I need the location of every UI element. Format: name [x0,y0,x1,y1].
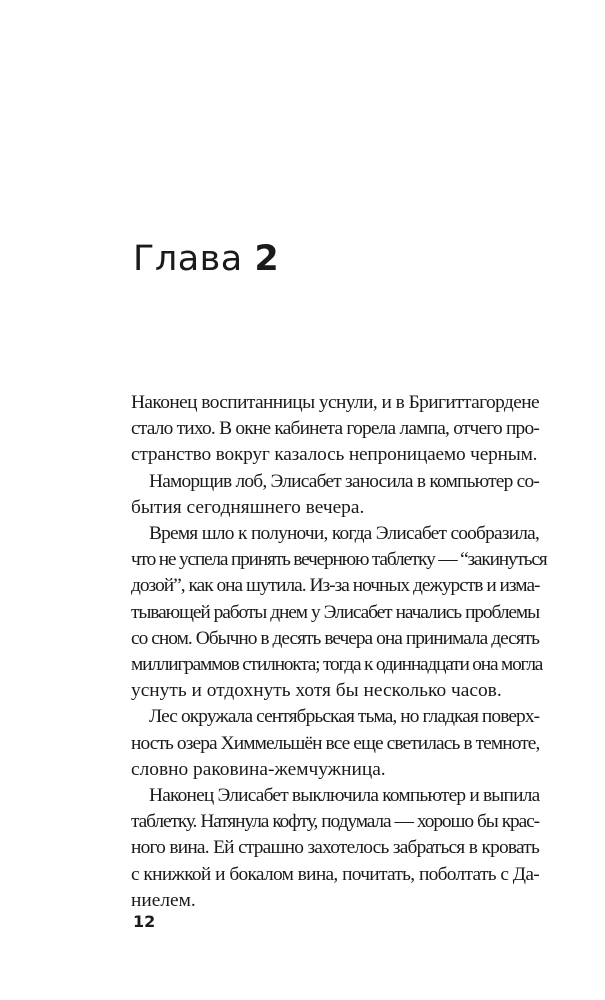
text-line: Наконец Элисабет выключила компьютер и выпила [149,785,540,807]
text-line: ность озера Химмельшён все еще светилась в темноте, [131,732,540,754]
body-text [131,390,547,914]
text-line: со сном. Обычно в десять вечера она принимала десять [131,627,539,649]
text-line: Время шло к полуночи, когда Элисабет сообразила, [149,523,539,545]
chapter-label: Глава [133,239,243,279]
paragraph-5 [131,783,539,914]
text-line: тывающей работы днем у Элисабет начались проблемы [131,601,539,623]
text-line: с книжкой и бокалом вина, почитать, поболтать с Да- [131,863,539,885]
page-number: 12 [133,912,156,931]
text-line: уснуть и отдохнуть хотя бы несколько часов. [131,680,502,702]
text-line: таблетку. Натянула кофту, подумала — хорошо бы крас- [131,811,539,833]
text-line: бытия сегодняшнего вечера. [131,496,365,518]
text-line: Наморщив лоб, Элисабет заносила в компьютер со- [149,470,539,492]
text-line: Лес окружала сентябрьская тьма, но гладкая поверх- [149,706,540,728]
text-line: дозой”, как она шутила. Из-за ночных дежурств и изма- [131,575,540,597]
text-line: что не успела принять вечернюю таблетку — “закинуться [131,549,547,571]
paragraph-1 [131,390,539,469]
chapter-number: 2 [254,239,280,279]
text-line: миллиграммов стилнокта; тогда к одиннадцати она могла [131,654,543,676]
text-line: стало тихо. В окне кабинета горела лампа, отчего про- [131,418,539,440]
chapter-title [133,237,279,281]
paragraph-3 [131,521,547,704]
text-line: словно раковина-жемчужница. [131,758,386,780]
text-line: ного вина. Ей страшно захотелось забраться в кровать [131,837,539,859]
text-line: странство вокруг казалось непроницаемо черным. [131,444,538,466]
text-line: Наконец воспитанницы уснули, и в Бригиттагордене [131,392,539,413]
paragraph-4 [131,704,539,783]
paragraph-2 [131,469,539,521]
text-line: ниелем. [131,889,196,911]
